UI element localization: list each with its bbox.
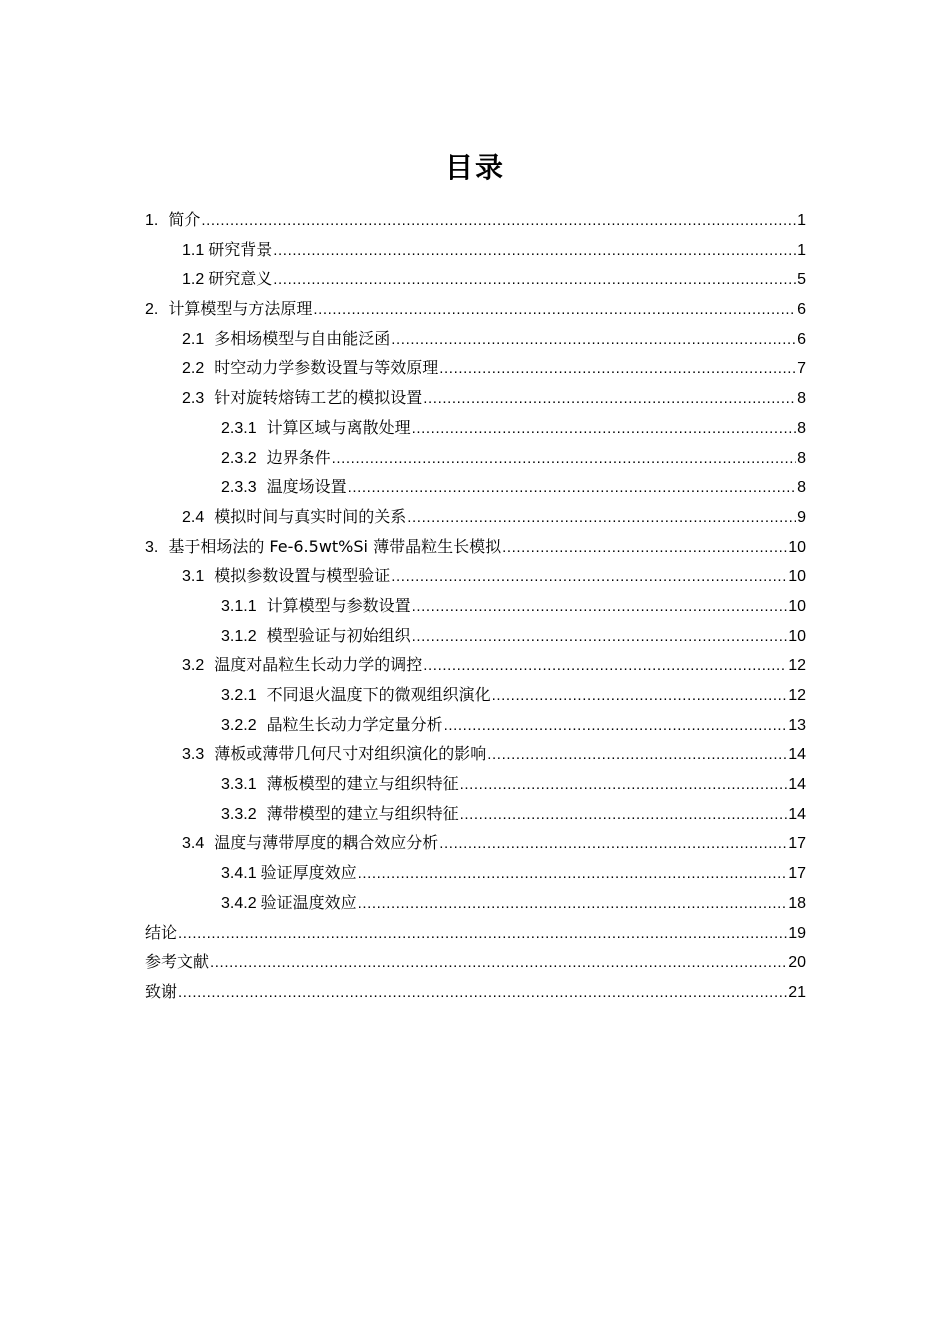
toc-entry-number: 3.1.1: [221, 597, 257, 615]
toc-entry-number: 3.4.1: [221, 865, 257, 883]
toc-entry-label: 边界条件: [266, 447, 331, 467]
dot-leader: [358, 859, 788, 889]
toc-entry-page: 17: [788, 865, 806, 883]
toc-entry[interactable]: [145, 532, 806, 562]
toc-entry-page: 8: [797, 419, 806, 437]
toc-entry-number: 2.3.2: [221, 449, 257, 467]
dot-leader: [391, 562, 787, 592]
toc-entry[interactable]: [145, 799, 806, 829]
toc-entry-page: 12: [788, 687, 806, 704]
toc-entry-number: 3.3.1: [221, 776, 257, 794]
toc-entry-label: 薄带模型的建立与组织特征: [266, 803, 459, 823]
toc-entry-page: 7: [797, 360, 806, 378]
toc-entry-label: 结论: [145, 922, 178, 942]
toc-entry-label: 温度与薄带厚度的耦合效应分析: [214, 833, 439, 853]
toc-entry[interactable]: [145, 947, 806, 977]
toc-entry-label: 验证温度效应: [260, 892, 357, 912]
toc-entry-page: 19: [788, 924, 806, 942]
dot-leader: [412, 622, 788, 652]
toc-entry-page: 20: [788, 954, 806, 972]
dot-leader: [439, 829, 787, 859]
toc-entry[interactable]: [145, 264, 806, 294]
dot-leader: [407, 503, 796, 533]
toc-entry[interactable]: [145, 205, 806, 235]
toc-entry-page: 6: [797, 301, 806, 319]
toc-entry-page: 10: [788, 568, 806, 586]
toc-entry-label: 模拟时间与真实时间的关系: [214, 506, 407, 526]
toc-entry[interactable]: [145, 591, 806, 621]
toc-entry-page: 14: [788, 776, 806, 794]
toc-entry-number: 2.2: [182, 360, 205, 378]
toc-entry-label: 温度场设置: [266, 477, 347, 497]
toc-entry[interactable]: [145, 650, 806, 680]
dot-leader: [178, 919, 787, 949]
toc-entry[interactable]: [145, 383, 806, 413]
toc-entry[interactable]: [145, 472, 806, 502]
toc-entry[interactable]: [145, 888, 806, 918]
toc-entry-number: 2.: [145, 301, 159, 319]
toc-entry[interactable]: [145, 561, 806, 591]
toc-entry-page: 14: [788, 746, 806, 764]
toc-entry-number: 3.1: [182, 568, 205, 586]
toc-entry[interactable]: [145, 413, 806, 443]
dot-leader: [210, 948, 787, 978]
toc-entry-page: 9: [797, 508, 806, 526]
dot-leader: [412, 414, 796, 444]
dot-leader: [460, 770, 788, 800]
toc-entry[interactable]: [145, 443, 806, 473]
toc-entry-label: 模拟参数设置与模型验证: [214, 566, 391, 586]
toc-entry-label: 基于相场法的 Fe-6.5wt%Si 薄带晶粒生长模拟: [168, 536, 502, 556]
toc-entry-number: 2.3.1: [221, 419, 257, 437]
toc-entry-number: 2.3: [182, 390, 205, 408]
toc-entry-page: 13: [788, 716, 806, 734]
toc-entry-label: 研究意义: [208, 269, 273, 289]
toc-entry-number: 2.3.3: [221, 479, 257, 497]
toc-entry-page: 1: [797, 241, 806, 259]
dot-leader: [423, 384, 796, 414]
toc-entry-label: 晶粒生长动力学定量分析: [266, 714, 443, 734]
toc-entry-page: 12: [788, 657, 806, 675]
toc-entry-number: 1.2: [182, 271, 205, 289]
table-of-contents: [145, 205, 806, 1007]
toc-entry-label: 简介: [168, 210, 201, 229]
toc-entry[interactable]: [145, 977, 806, 1007]
toc-entry-number: 3.2: [182, 657, 205, 675]
toc-entry-page: 8: [797, 449, 806, 467]
toc-entry[interactable]: [145, 739, 806, 769]
toc-entry-label: 薄板或薄带几何尺寸对组织演化的影响: [214, 744, 487, 764]
toc-entry-page: 10: [788, 538, 806, 556]
toc-entry[interactable]: [145, 918, 806, 948]
dot-leader: [358, 889, 788, 919]
toc-entry-page: 10: [788, 597, 806, 615]
toc-entry-number: 3.4.2: [221, 894, 257, 912]
toc-entry-number: 3.1.2: [221, 627, 257, 645]
dot-leader: [444, 711, 788, 741]
toc-entry-page: 21: [788, 983, 806, 1001]
dot-leader: [412, 592, 788, 622]
toc-entry-label: 计算区域与离散处理: [266, 417, 411, 437]
toc-entry-number: 3.3.2: [221, 805, 257, 823]
toc-entry[interactable]: [145, 502, 806, 532]
toc-entry-label: 参考文献: [145, 952, 210, 972]
toc-entry[interactable]: [145, 353, 806, 383]
toc-entry[interactable]: [145, 858, 806, 888]
toc-entry-number: 3.4: [182, 835, 205, 853]
toc-entry[interactable]: [145, 324, 806, 354]
toc-entry-page: 10: [788, 627, 806, 645]
toc-entry-page: 8: [797, 479, 806, 497]
dot-leader: [460, 800, 788, 830]
toc-entry-page: 5: [797, 271, 806, 289]
toc-entry-page: 17: [788, 835, 806, 853]
toc-entry-page: 1: [797, 212, 806, 229]
dot-leader: [348, 473, 796, 503]
toc-entry-number: 3.: [145, 538, 159, 556]
dot-leader: [273, 265, 796, 295]
toc-entry-page: 14: [788, 805, 806, 823]
dot-leader: [313, 295, 796, 325]
toc-title: 目录: [444, 151, 505, 184]
dot-leader: [332, 444, 796, 474]
toc-entry-label: 温度对晶粒生长动力学的调控: [214, 655, 423, 675]
toc-entry-number: 1.: [145, 212, 159, 229]
toc-entry-label: 时空动力学参数设置与等效原理: [214, 358, 439, 378]
toc-entry-label: 薄板模型的建立与组织特征: [266, 774, 459, 794]
toc-entry-number: 3.2.1: [221, 687, 257, 704]
toc-entry[interactable]: [145, 621, 806, 651]
toc-entry-label: 多相场模型与自由能泛函: [214, 328, 391, 348]
toc-entry[interactable]: [145, 680, 806, 710]
dot-leader: [273, 236, 796, 266]
toc-entry[interactable]: [145, 710, 806, 740]
dot-leader: [423, 651, 787, 681]
toc-entry-number: 3.2.2: [221, 716, 257, 734]
dot-leader: [178, 978, 787, 1008]
toc-entry-number: 2.1: [182, 330, 205, 348]
toc-entry[interactable]: [145, 294, 806, 324]
toc-entry-label: 研究背景: [208, 239, 273, 259]
dot-leader: [391, 325, 796, 355]
toc-entry[interactable]: [145, 769, 806, 799]
dot-leader: [439, 354, 796, 384]
toc-entry-label: 不同退火温度下的微观组织演化: [266, 685, 491, 704]
toc-entry-label: 验证厚度效应: [260, 863, 357, 883]
toc-entry-page: 8: [797, 390, 806, 408]
toc-entry-label: 模型验证与初始组织: [266, 625, 411, 645]
toc-entry[interactable]: [145, 235, 806, 265]
dot-leader: [502, 533, 787, 563]
toc-entry-label: 计算模型与方法原理: [168, 299, 313, 319]
toc-entry[interactable]: [145, 828, 806, 858]
toc-entry-number: 1.1: [182, 241, 205, 259]
toc-entry-page: 6: [797, 330, 806, 348]
dot-leader: [492, 681, 788, 711]
toc-entry-label: 致谢: [145, 981, 178, 1001]
toc-entry-label: 计算模型与参数设置: [266, 595, 411, 615]
toc-entry-number: 3.3: [182, 746, 205, 764]
toc-entry-number: 2.4: [182, 508, 205, 526]
toc-entry-label: 针对旋转熔铸工艺的模拟设置: [214, 388, 423, 408]
dot-leader: [201, 206, 796, 236]
dot-leader: [487, 740, 787, 770]
toc-entry-page: 18: [788, 894, 806, 912]
